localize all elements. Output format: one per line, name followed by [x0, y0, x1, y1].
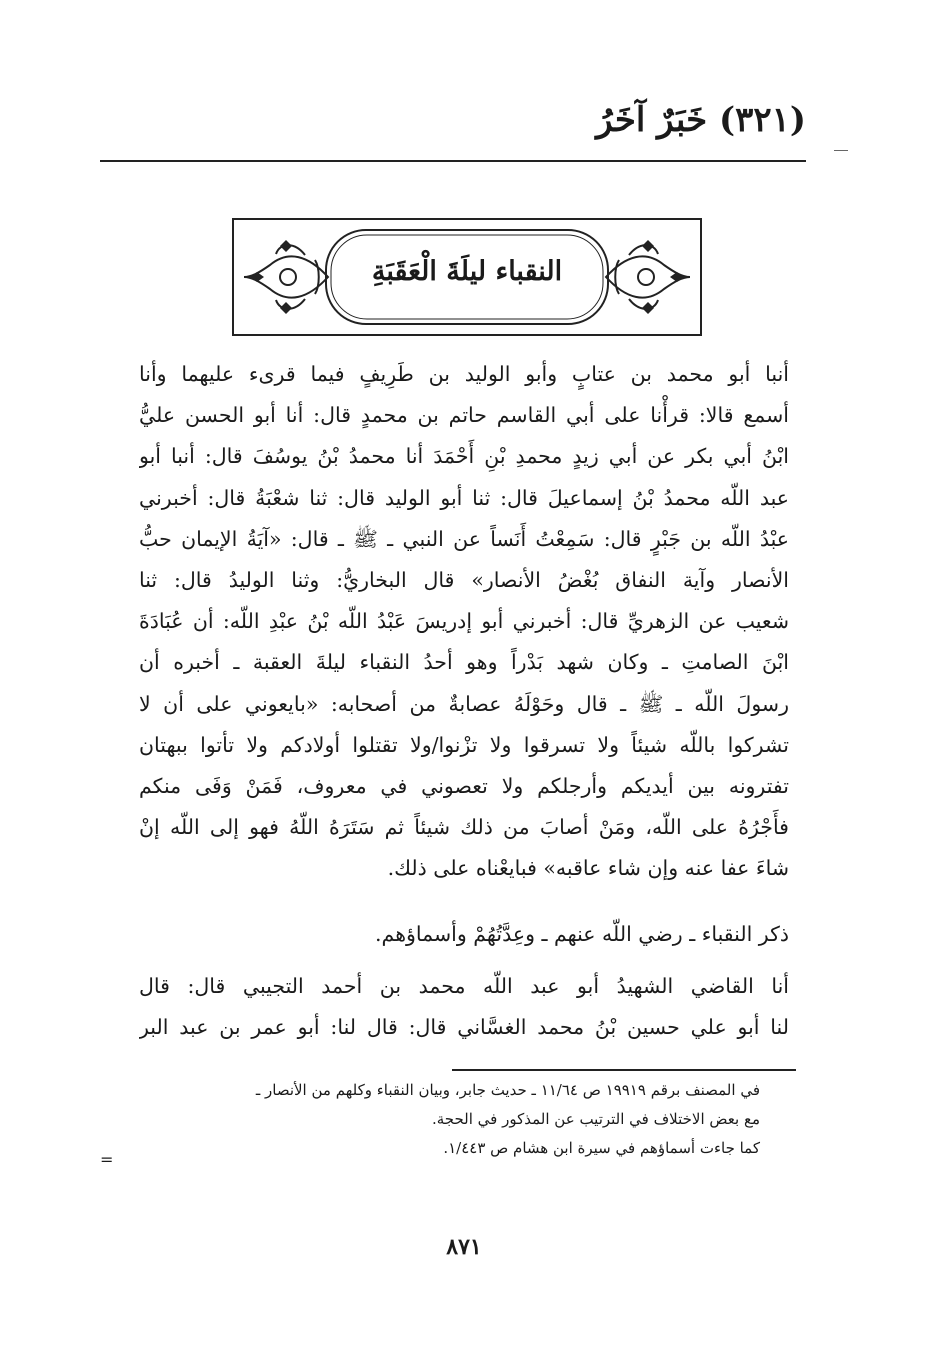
- footnote-rule: [452, 1069, 796, 1071]
- text-line: تشركوا باللّه شيئاً ولا تسرقوا ولا تزْنوا/ولا تقتلوا أولادكم ولا تأتوا ببهتان: [139, 732, 789, 757]
- text-line: فأَجْرُهُ على اللّه، ومَنْ أصابَ من ذلك شيئاً ثم سَتَرَهُ اللّهُ فهو إلى اللّه إنْ: [139, 815, 789, 840]
- paragraph-3: [139, 966, 789, 1048]
- footnote-line: مع بعض الاختلاف في الترتيب عن المذكور في الحجة.: [432, 1110, 760, 1128]
- footnote-line: في المصنف برقم ١٩٩١٩ ص ١١/٦٤ ـ حديث جابر، وبيان النقباء وكلهم من الأنصار ـ: [255, 1081, 760, 1099]
- text-line: الأنصار وآية النفاق بُغْضُ الأنصار» قال البخاريُّ: وثنا الوليدُ قال: ثنا: [139, 568, 789, 593]
- chapter-title: (٣٢١) خَبَرٌ آخَرُ: [596, 100, 806, 140]
- text-line: ابْنُ أبي بكر عن أبي زيدٍ محمدِ بْنِ أَحْمَدَ أنا محمدُ بْنُ يوسُفَ قال: أنبا أبو: [139, 444, 789, 469]
- header-rule: [100, 160, 806, 162]
- text-line: ابْنَ الصامتِ ـ وكان شهد بَدْراً وهو أحدُ النقباء ليلةَ العقبة ـ أخبره أن: [139, 650, 789, 675]
- text-line: شاءَ عفا عنه وإن شاء عاقبه» فبايعْناه على ذلك.: [387, 856, 789, 881]
- text-line: شعيب عن الزهريِّ قال: أخبرني أبو إدريسَ عَبْدُ اللّه بْنُ عبْدِ اللّه: أن عُبَادَةَ: [139, 609, 789, 634]
- paragraph-1: [139, 354, 789, 890]
- text-line: أسمع قالا: قرأْنا على أبي القاسم حاتم بن محمدٍ قال: أنا أبو الحسن عليُّ: [139, 403, 789, 428]
- text-line: عبْدُ اللّه بن جَبْرٍ قال: سَمِعْتُ أَنَساً عن النبي ـ ﷺ ـ قال: «آيَةُ الإيمان حبُّ: [139, 526, 789, 551]
- text-line: تفترونه بين أيديكم وأرجلكم ولا تعصوني في معروف، فَمَنْ وَفَى منكم: [139, 774, 789, 799]
- text-line: أنبا أبو محمد بن عتابٍ وأبو الوليد بن طَرِيفٍ فيما قرىء عليهما وأنا: [139, 362, 789, 386]
- text-line: رسولَ اللّه ـ ﷺ ـ قال وحَوْلَهُ عصابةٌ من أصحابه: «بايعوني على أن لا: [139, 691, 789, 716]
- paragraph-2: [139, 914, 789, 955]
- section-title: النقباء ليلَةَ الْعَقَبَةِ: [371, 256, 563, 287]
- text-line: عبد اللّه محمدُ بْنُ إسماعيلَ قال: ثنا أبو الوليد قال: ثنا شعْبَةُ قال: أخبرني: [139, 485, 789, 510]
- page-number: ٨٧١: [446, 1234, 482, 1260]
- text-line: أنا القاضي الشهيدُ أبو عبد اللّه محمد بن أحمد التجيبي قال: قال: [139, 974, 789, 998]
- footnotes: [150, 1076, 760, 1163]
- continuation-mark: =: [100, 1150, 114, 1169]
- text-line: ذكر النقباء ـ رضي اللّه عنهم ـ وعِدَّتُهُمْ وأسماؤهم.: [375, 922, 789, 946]
- footnote-line: كما جاءت أسماؤهم في سيرة ابن هشام ص ١/٤٤٣.: [443, 1139, 760, 1157]
- section-banner: [232, 218, 702, 336]
- text-line: لنا أبو علي حسين بْنُ محمد الغسَّاني قال: قال لنا: أبو عمر بن عبد البر: [139, 1015, 789, 1040]
- corner-mark: [834, 150, 848, 151]
